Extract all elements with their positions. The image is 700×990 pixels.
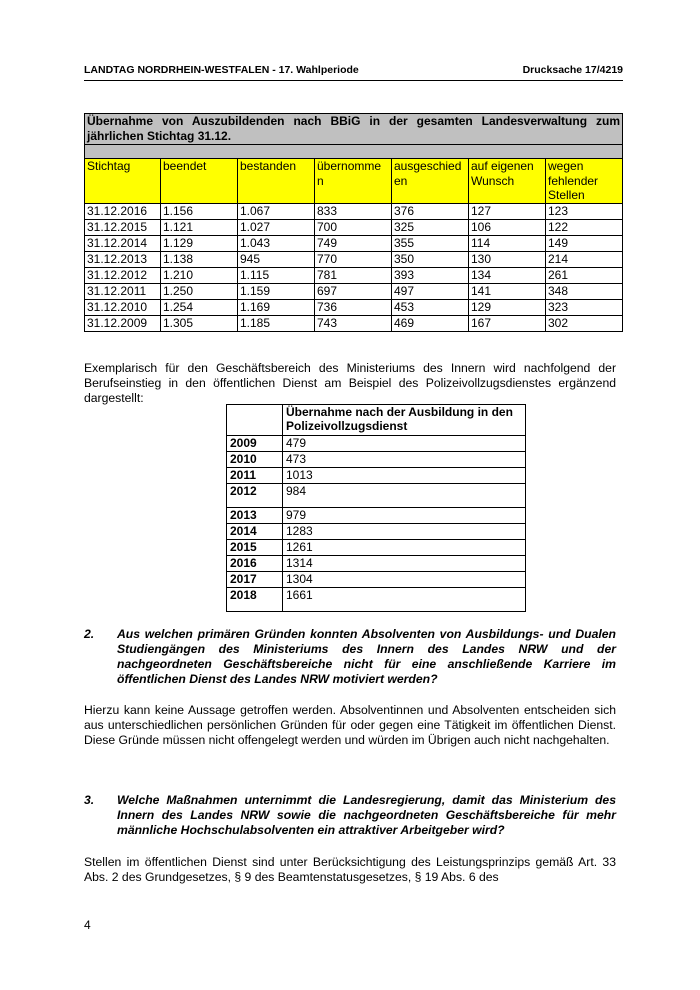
header-right: Drucksache 17/4219 xyxy=(522,64,623,76)
table-cell: 1.129 xyxy=(161,236,238,252)
table-cell: 1.067 xyxy=(238,204,315,220)
table-cell: 393 xyxy=(392,268,469,284)
table-header-row xyxy=(85,159,623,204)
table-cell: 348 xyxy=(546,284,623,300)
table-cell: 1.043 xyxy=(238,236,315,252)
table-cell: 945 xyxy=(238,252,315,268)
column-header: beendet xyxy=(161,159,238,204)
column-header: auf eigenen Wunsch xyxy=(469,159,546,204)
question-3-number: 3. xyxy=(84,793,95,807)
value-cell: 1314 xyxy=(283,556,526,572)
table-cell: 1.159 xyxy=(238,284,315,300)
table-cell: 122 xyxy=(546,220,623,236)
table-cell: 167 xyxy=(469,316,546,332)
column-header: Stichtag xyxy=(85,159,161,204)
table-cell: 130 xyxy=(469,252,546,268)
page-number: 4 xyxy=(84,918,91,932)
table-cell: 736 xyxy=(315,300,392,316)
table-cell: 1.138 xyxy=(161,252,238,268)
table-cell: 214 xyxy=(546,252,623,268)
answer-2: Hierzu kann keine Aussage getroffen werden. Absolventinnen und Absolventen entscheiden sich aus unterschiedlichen persönlichen Gründen für oder gegen eine Tätigkeit im öffentlichen Dienst. Diese Gründe müssen nicht offengelegt werden und würden im Übrigen auch nicht nachgehalten. xyxy=(84,703,616,747)
table-cell: 781 xyxy=(315,268,392,284)
value-cell: 1261 xyxy=(283,540,526,556)
table-row xyxy=(85,300,623,316)
police-table xyxy=(226,404,526,612)
table-cell: 141 xyxy=(469,284,546,300)
year-cell: 2009 xyxy=(227,436,283,452)
table-row xyxy=(227,540,526,556)
header-left: LANDTAG NORDRHEIN-WESTFALEN - 17. Wahlperiode xyxy=(84,64,359,76)
table-row xyxy=(85,316,623,332)
table-cell: 1.121 xyxy=(161,220,238,236)
year-cell: 2011 xyxy=(227,468,283,484)
table-cell: 31.12.2010 xyxy=(85,300,161,316)
table-cell: 770 xyxy=(315,252,392,268)
table-cell: 1.210 xyxy=(161,268,238,284)
table-row xyxy=(227,452,526,468)
year-cell: 2014 xyxy=(227,524,283,540)
table-row xyxy=(85,252,623,268)
table-cell: 355 xyxy=(392,236,469,252)
table-cell: 453 xyxy=(392,300,469,316)
question-2-text: Aus welchen primären Gründen konnten Absolventen von Ausbildungs- und Dualen Studiengängen des Ministeriums des Innern des Landes NRW und der nachgeordneten Geschäftsbereiche nicht für eine anschließende Karriere im öffentlichen Dienst des Landes NRW motiviert werden? xyxy=(117,627,616,686)
table-cell: 114 xyxy=(469,236,546,252)
question-3 xyxy=(84,793,616,838)
table-cell: 325 xyxy=(392,220,469,236)
intro-paragraph: Exemplarisch für den Geschäftsbereich des Ministeriums des Innern wird nachfolgend der Berufseinstieg in den öffentlichen Dienst am Beispiel des Polizeivollzugsdienstes ergänzend dargestellt: xyxy=(84,361,616,405)
table-cell: 1.254 xyxy=(161,300,238,316)
value-cell: 473 xyxy=(283,452,526,468)
table-row xyxy=(227,524,526,540)
table-title-row xyxy=(85,114,623,145)
police-table-header: Übernahme nach der Ausbildung in den Polizeivollzugsdienst xyxy=(283,405,526,436)
table-cell: 700 xyxy=(315,220,392,236)
value-cell: 1283 xyxy=(283,524,526,540)
value-cell: 1013 xyxy=(283,468,526,484)
table-cell: 134 xyxy=(469,268,546,284)
table-row xyxy=(85,284,623,300)
table-row xyxy=(227,556,526,572)
column-header: bestanden xyxy=(238,159,315,204)
table-cell: 123 xyxy=(546,204,623,220)
table-cell: 106 xyxy=(469,220,546,236)
year-cell: 2010 xyxy=(227,452,283,468)
table-cell: 1.185 xyxy=(238,316,315,332)
table-cell: 149 xyxy=(546,236,623,252)
table-cell: 697 xyxy=(315,284,392,300)
table-row xyxy=(227,436,526,452)
table-cell: 497 xyxy=(392,284,469,300)
table-cell: 129 xyxy=(469,300,546,316)
table-cell: 749 xyxy=(315,236,392,252)
police-table-body xyxy=(227,436,526,612)
table-cell: 1.115 xyxy=(238,268,315,284)
police-table-header-row xyxy=(227,405,526,436)
table-cell: 261 xyxy=(546,268,623,284)
table-row xyxy=(227,572,526,588)
year-cell: 2016 xyxy=(227,556,283,572)
table-row xyxy=(85,204,623,220)
table-row xyxy=(85,268,623,284)
table-row xyxy=(227,588,526,612)
table-cell: 31.12.2014 xyxy=(85,236,161,252)
table-cell: 31.12.2012 xyxy=(85,268,161,284)
table-cell: 31.12.2013 xyxy=(85,252,161,268)
page-header xyxy=(84,64,623,81)
table-cell: 31.12.2016 xyxy=(85,204,161,220)
table-cell: 1.169 xyxy=(238,300,315,316)
table-row xyxy=(85,220,623,236)
table-cell: 1.250 xyxy=(161,284,238,300)
table-cell: 350 xyxy=(392,252,469,268)
table-row xyxy=(227,484,526,508)
column-header: übernomme n xyxy=(315,159,392,204)
answer-3: Stellen im öffentlichen Dienst sind unter Berücksichtigung des Leistungsprinzips gemäß Art. 33 Abs. 2 des Grundgesetzes, § 9 des Beamtenstatusgesetzes, § 19 Abs. 6 des xyxy=(84,855,616,884)
table-body xyxy=(85,204,623,332)
year-cell: 2012 xyxy=(227,484,283,508)
year-cell: 2018 xyxy=(227,588,283,612)
table-cell: 1.027 xyxy=(238,220,315,236)
table-cell: 469 xyxy=(392,316,469,332)
column-header: ausgeschied en xyxy=(392,159,469,204)
table-cell: 31.12.2009 xyxy=(85,316,161,332)
table-cell: 127 xyxy=(469,204,546,220)
table-cell: 743 xyxy=(315,316,392,332)
column-header: wegen fehlender Stellen xyxy=(546,159,623,204)
table-row xyxy=(85,236,623,252)
table-title: Übernahme von Auszubildenden nach BBiG in der gesamten Landesverwaltung zum jährlichen Stichtag 31.12. xyxy=(85,114,623,145)
value-cell: 1661 xyxy=(283,588,526,612)
question-3-text: Welche Maßnahmen unternimmt die Landesregierung, damit das Ministerium des Innern des Landes NRW sowie die nachgeordneten Geschäftsbereiche für mehr männliche Hochschulabsolventen ein attraktiver Arbeitgeber wird? xyxy=(117,793,616,837)
table-cell: 31.12.2011 xyxy=(85,284,161,300)
table-cell: 302 xyxy=(546,316,623,332)
table-row xyxy=(227,468,526,484)
table-cell: 833 xyxy=(315,204,392,220)
table-cell: 1.156 xyxy=(161,204,238,220)
table-cell: 323 xyxy=(546,300,623,316)
year-cell: 2015 xyxy=(227,540,283,556)
question-2-number: 2. xyxy=(84,627,95,641)
table-cell: 376 xyxy=(392,204,469,220)
table-cell: 1.305 xyxy=(161,316,238,332)
year-cell: 2017 xyxy=(227,572,283,588)
value-cell: 984 xyxy=(283,484,526,508)
value-cell: 479 xyxy=(283,436,526,452)
table-cell: 31.12.2015 xyxy=(85,220,161,236)
apprentice-table xyxy=(84,113,623,332)
value-cell: 979 xyxy=(283,508,526,524)
question-2 xyxy=(84,627,616,687)
table-row xyxy=(227,508,526,524)
year-cell: 2013 xyxy=(227,508,283,524)
value-cell: 1304 xyxy=(283,572,526,588)
